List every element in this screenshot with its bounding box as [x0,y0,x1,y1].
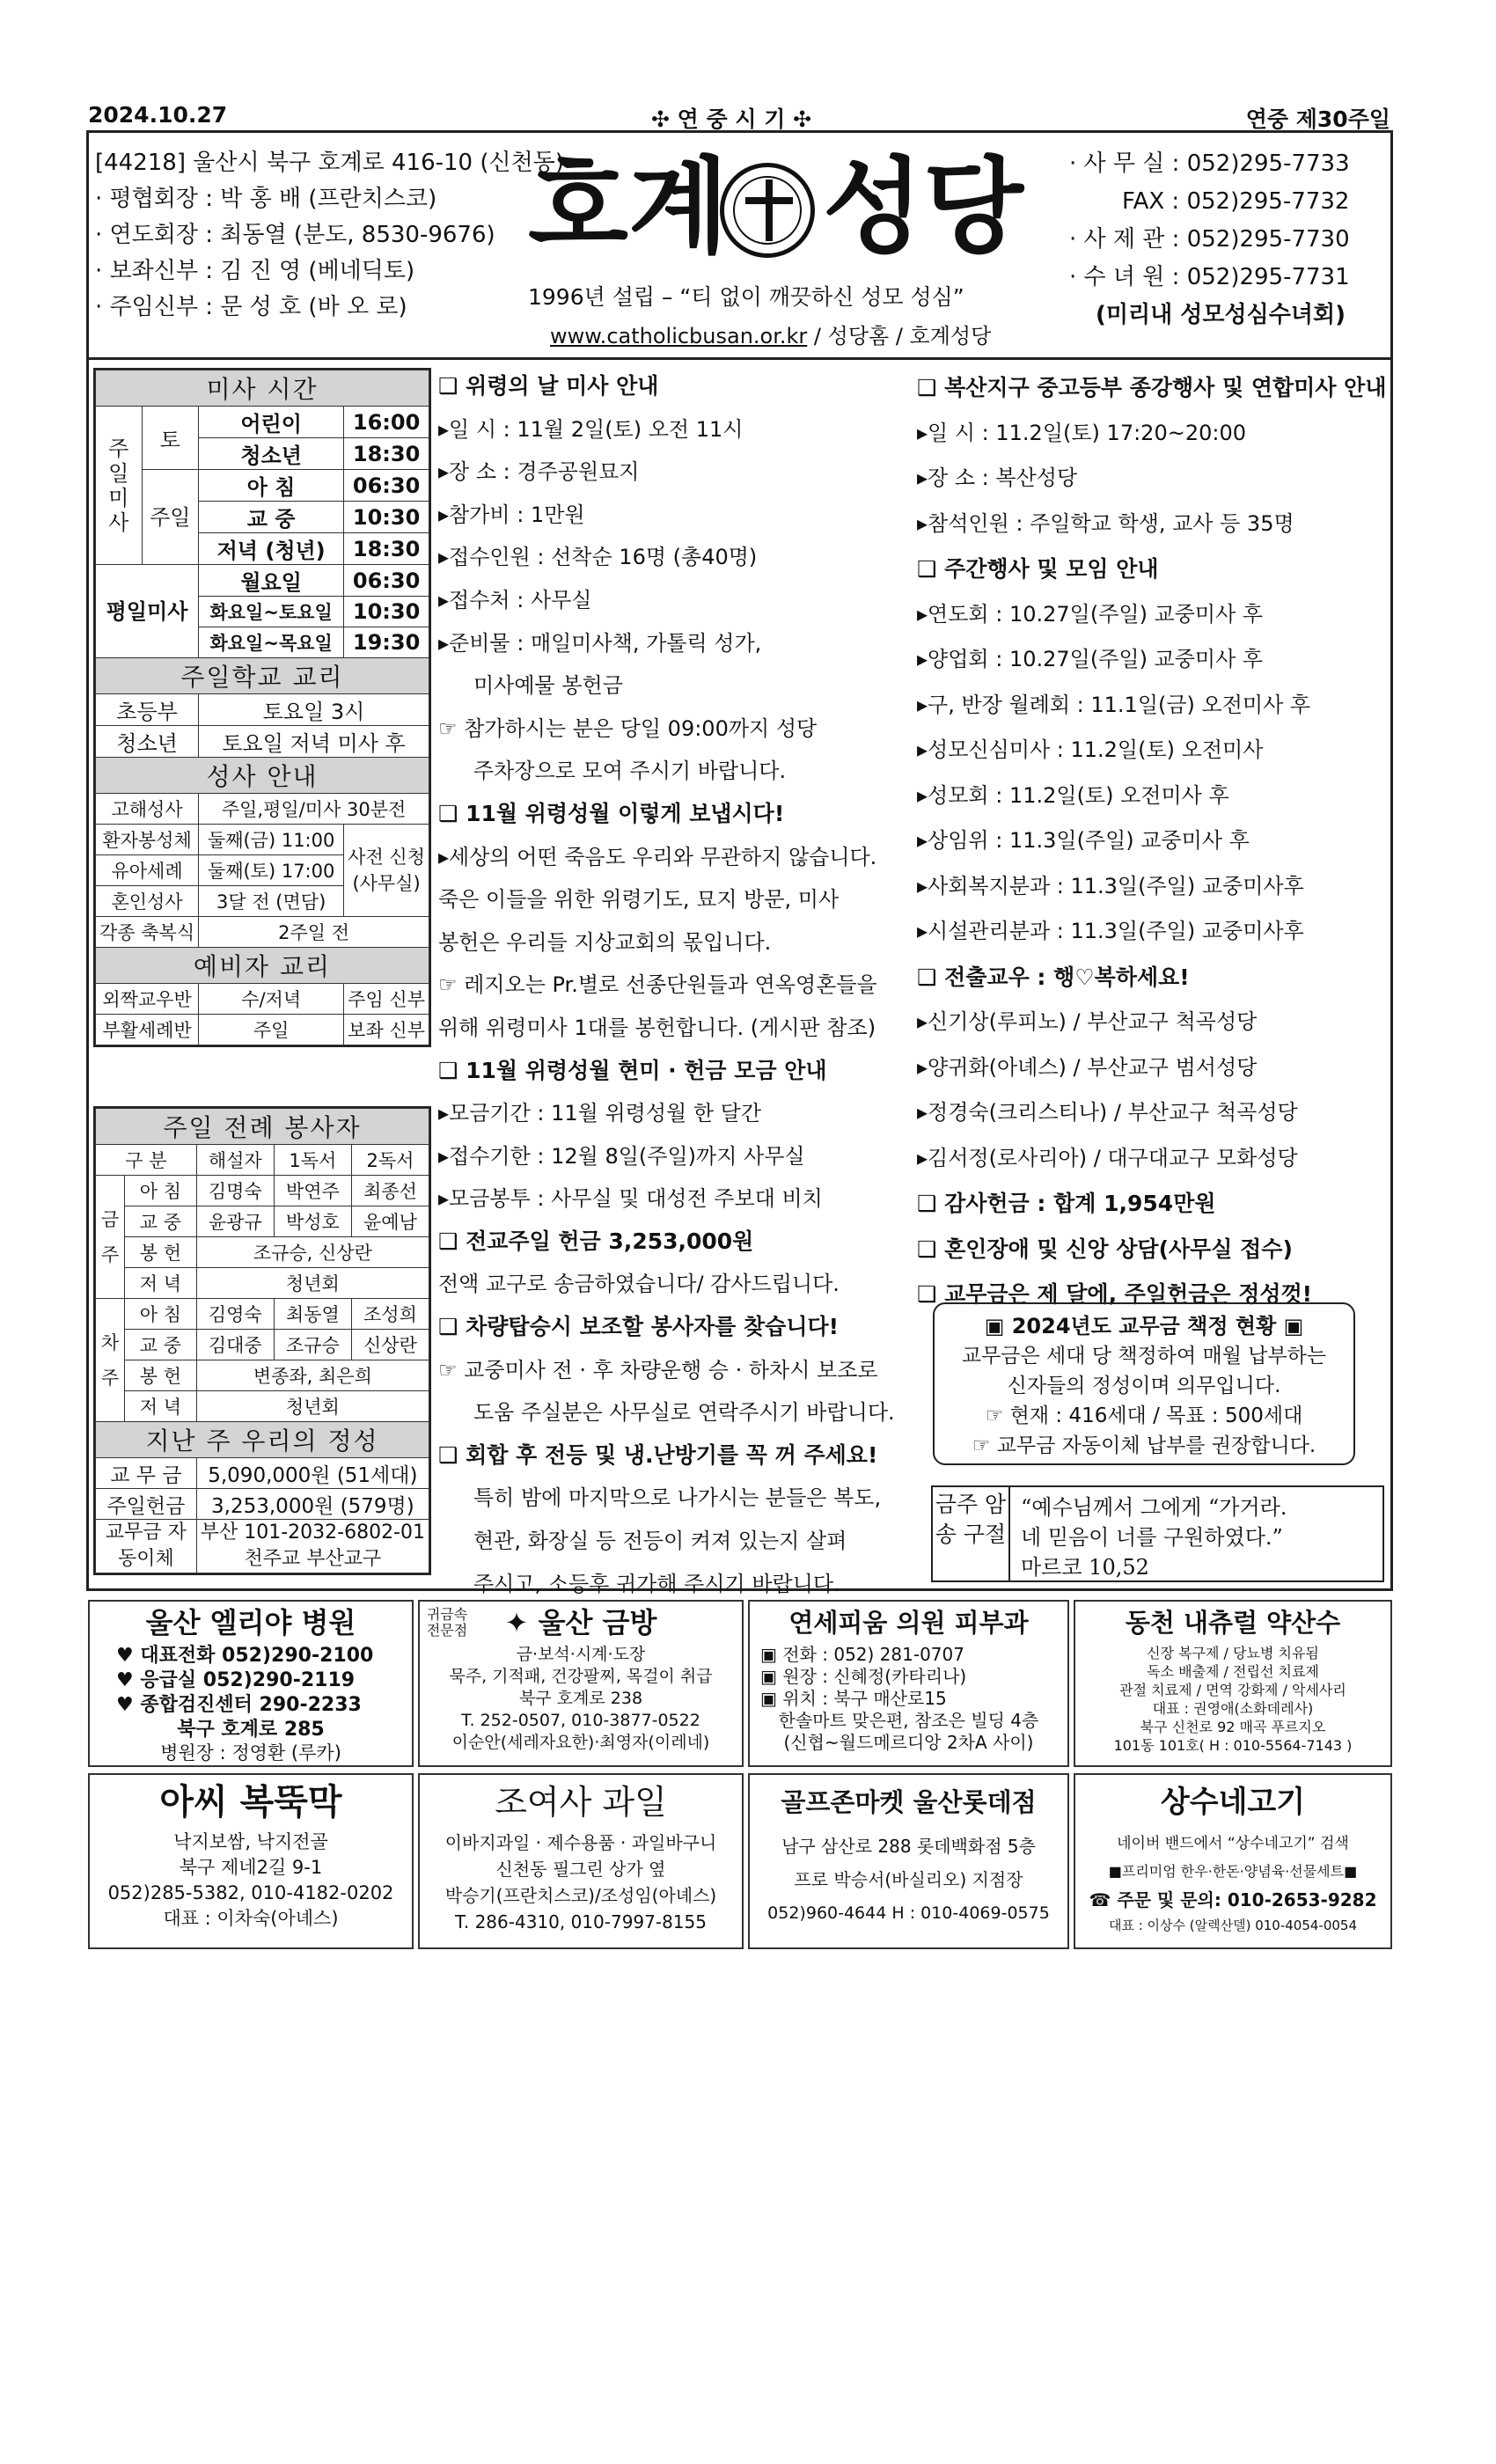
middle-line: 봉헌은 우리들 지상교회의 몫입니다. [438,929,772,955]
ad-line: 병원장 : 정영환 (루카) [160,1742,341,1764]
ad-dermatology [748,1600,1069,1767]
ad-line: 대표 : 이차숙(아녜스) [163,1908,339,1929]
right-heading: ❑ 혼인장애 및 신앙 상담(사무실 접수) [917,1236,1293,1262]
ad-line: ■프리미엄 한우·한돈·양념육·선물세트■ [1108,1863,1358,1880]
ad-restaurant [88,1773,414,1949]
week: 연중 제30주일 [1245,106,1390,132]
right-heading: ❑ 감사헌금 : 합계 1,954만원 [917,1191,1216,1216]
sacrament-row-value: 3달 전 (면담) [199,886,344,917]
founding-subtitle: 1996년 설립 – “티 없이 깨끗하신 성모 성심” [528,284,964,310]
liturgy-row-key: 교 중 [125,1206,197,1237]
header-divider [89,357,1390,360]
school-row-value: 토요일 저녁 미사 후 [199,726,429,758]
season: ✣ 연 중 시 기 ✣ [651,106,812,132]
ad-line: 대표 : 이상수 (알렉산델) 010-4054-0054 [1108,1918,1358,1933]
blessing-key: 각종 축복식 [96,917,199,948]
mass-row-name: 어린이 [199,407,344,438]
liturgy-cell: 김영숙 [196,1299,274,1330]
ad-line: T. 286-4310, 010-7997-8155 [455,1911,707,1932]
header-info-left [95,145,564,326]
mass-title: 미사 시간 [96,370,429,407]
ad-line: ▣ 전화 : 052) 281-0707 [760,1644,964,1665]
middle-line: ▸준비물 : 매일미사책, 가톨릭 성가, [438,630,762,656]
verse-box [931,1485,1384,1582]
ad-line: 프로 박승서(바실리오) 지점장 [794,1869,1023,1890]
ad-line: ♥ 종합검진센터 290-2233 [116,1694,362,1716]
this-week-label: 금주 [96,1176,125,1299]
middle-heading: ❑ 전교주일 헌금 3,253,000원 [438,1228,754,1254]
middle-line: 전액 교구로 송금하였습니다/ 감사드립니다. [438,1272,840,1297]
ad-line: 이순안(세레자요한)·최영자(이레네) [451,1733,710,1752]
liturgy-cell: 조규승 [274,1330,351,1360]
liturgy-head: 해설자 [196,1145,274,1176]
advance-request: 사전 신청 (사무실) [344,825,429,917]
middle-line: 미사예물 봉헌금 [473,673,623,699]
middle-line: 죽은 이들을 위한 위령기도, 묘지 방문, 미사 [438,887,840,913]
parish-title [519,145,1065,268]
mass-row-time: 18:30 [344,438,429,470]
catechumen-teacher: 보좌 신부 [344,1015,429,1045]
weekday-row-time: 19:30 [344,627,429,658]
ad-line: 남구 삼산로 288 롯데백화점 5층 [781,1836,1036,1857]
offering-value: 3,253,000원 (579명) [196,1489,429,1520]
middle-line: ▸접수기한 : 12월 8일(주일)까지 사무실 [438,1143,805,1169]
ad-name: 울산 엘리야 병원 [145,1606,356,1639]
ad-name: 아씨 복뚝막 [159,1782,342,1822]
ad-name: 상수네고기 [1160,1785,1306,1820]
website [550,319,991,349]
verse-line: “예수님께서 그에게 “가거라. [1021,1495,1287,1520]
right-line: ▸양귀화(아녜스) / 부산교구 범서성당 [917,1054,1258,1080]
account-holder: 천주교 부산교구 [244,1548,382,1570]
parish-logo-icon [720,163,815,258]
weekday-mass-label: 평일미사 [96,565,199,658]
liturgy-cell: 최동열 [274,1299,351,1330]
right-line: ▸성모회 : 11.2일(토) 오전미사 후 [917,782,1229,808]
liturgy-span: 변종좌, 최은희 [196,1360,429,1391]
offering-title: 지난 주 우리의 정성 [96,1422,429,1458]
liturgy-span: 청년회 [196,1391,429,1422]
sunday-label: 주일 [142,470,199,565]
convent-phone: · 수 녀 원 : 052)295-7731 [1069,264,1350,290]
ad-line: 이바지과일 · 제수용품 · 과일바구니 [444,1832,717,1853]
liturgy-cell: 윤예남 [351,1206,429,1237]
ad-line: 052)285-5382, 010-4182-0202 [107,1882,394,1903]
right-line: ▸상임위 : 11.3일(주일) 교중미사 후 [917,828,1250,853]
middle-column [438,365,909,1605]
ad-name: 연세피움 의원 피부과 [788,1608,1029,1638]
auto-transfer-key: 교무금 자동이체 [96,1520,197,1573]
liturgy-row-key: 교 중 [125,1330,197,1360]
ad-meat [1074,1773,1392,1949]
ad-mineral-water [1074,1600,1392,1767]
fax: FAX : 052)295-7732 [1122,188,1350,215]
ad-line: 대표 : 권영애(소화데레사) [1152,1700,1314,1717]
catechumen-teacher: 주임 신부 [344,984,429,1015]
ad-line: 052)960-4644 H : 010-4069-0575 [767,1903,1050,1923]
liturgy-cell: 김대중 [196,1330,274,1360]
middle-line: 주차장으로 모여 주시기 바랍니다. [473,759,787,784]
middle-heading: ❑ 위령의 날 미사 안내 [438,373,659,399]
dues-notice-box [933,1302,1355,1465]
liturgy-cell: 박연주 [274,1176,351,1206]
middle-line: ▸일 시 : 11월 2일(토) 오전 11시 [438,416,744,442]
right-line: ▸사회복지분과 : 11.3일(주일) 교중미사후 [917,873,1304,898]
mass-row-time: 18:30 [344,533,429,565]
middle-line: ▸접수인원 : 선착순 16명 (총40명) [438,545,758,570]
catechumen-title: 예비자 교리 [96,948,429,984]
ad-line: 한솔마트 맞은편, 참조은 빌딩 4층 [778,1710,1039,1731]
ad-line: ♥ 대표전화 052)290-2100 [116,1645,374,1667]
ad-line: 북구 제네2길 9-1 [179,1857,323,1878]
liturgy-head: 2독서 [351,1145,429,1176]
middle-heading: ❑ 11월 위령성월 현미 · 헌금 모금 안내 [438,1057,827,1083]
catechumen-class: 외짝교우반 [96,984,199,1015]
ad-line: 관절 치료제 / 면역 강화제 / 악세사리 [1119,1682,1346,1698]
sacrament-row-key: 환자봉성체 [96,825,199,855]
right-line: ▸양업회 : 10.27일(주일) 교중미사 후 [917,647,1264,671]
liturgy-row-key: 저 녁 [125,1268,197,1299]
middle-heading: ❑ 11월 위령성월 이렇게 보냅시다! [438,800,785,826]
ad-name: 골프존마켓 울산롯데점 [781,1787,1037,1817]
sacrament-row-key: 혼인성사 [96,886,199,917]
ad-golf [748,1773,1069,1949]
right-line: ▸정경숙(크리스티나) / 부산교구 척곡성당 [917,1100,1298,1125]
right-heading: ❑ 주간행사 및 모임 안내 [917,556,1159,582]
pastor: · 주임신부 : 문 성 호 (바 오 로) [95,294,407,320]
ad-line: 금·보석·시계·도장 [516,1645,646,1664]
sacrament-title: 성사 안내 [96,758,429,794]
liturgy-table [93,1106,431,1575]
ad-line: ▣ 위치 : 북구 매산로15 [760,1688,947,1709]
liturgy-head: 1독서 [274,1145,351,1176]
right-line: ▸김서정(로사리아) / 대구대교구 모화성당 [917,1145,1298,1170]
middle-line: ▸모금기간 : 11월 위령성월 한 달간 [438,1101,762,1126]
ad-line: 북구 호계로 285 [177,1719,325,1741]
date: 2024.10.27 [88,102,228,128]
verse-reference: 마르코 10,52 [1021,1555,1149,1580]
ad-line: 박승기(프란치스코)/조성임(아녜스) [444,1885,717,1906]
liturgy-cell: 박성호 [274,1206,351,1237]
mass-row-time: 16:00 [344,407,429,438]
offering-value: 5,090,000원 (51세대) [196,1458,429,1489]
weekday-row-name: 화요일~토요일 [199,597,344,627]
liturgy-row-key: 아 침 [125,1299,197,1330]
mass-row-name: 청소년 [199,438,344,470]
dues-notice-line: ☞ 교무금 자동이체 납부를 권장합니다. [972,1434,1316,1457]
right-line: ▸성모신심미사 : 11.2일(토) 오전미사 [917,737,1264,762]
middle-line: ▸접수처 : 사무실 [438,587,592,612]
middle-line: ☞ 레지오는 Pr.별로 선종단원들과 연옥영혼들을 [438,972,877,998]
ad-name: 조여사 과일 [495,1783,667,1822]
office-phone: · 사 무 실 : 052)295-7733 [1069,150,1350,177]
right-column [917,365,1388,1317]
school-title: 주일학교 교리 [96,658,429,694]
offering-key: 교 무 금 [96,1458,197,1489]
mass-row-time: 10:30 [344,502,429,533]
middle-heading: ❑ 차량탑승시 보조할 봉사자를 찾습니다! [438,1314,840,1340]
dues-notice-line: 교무금은 세대 당 책정하여 매월 납부하는 [961,1345,1327,1368]
mass-row-name: 저녁 (청년) [199,533,344,565]
ad-line: 북구 신천로 92 매곡 푸르지오 [1140,1719,1326,1735]
dues-notice-line: 신자들의 정성이며 의무입니다. [1007,1375,1281,1397]
right-line: ▸신기상(루피노) / 부산교구 척곡성당 [917,1009,1258,1034]
title-part-1: 호계 [528,145,729,268]
sacrament-row-value: 둘째(토) 17:00 [199,855,344,886]
mass-row-time: 06:30 [344,470,429,502]
website-link[interactable]: www.catholicbusan.or.kr [550,324,808,348]
ad-name: ✦ 울산 금방 [504,1606,657,1639]
dues-notice-line: ☞ 현재 : 416세대 / 목표 : 500세대 [985,1404,1303,1427]
liturgy-span: 청년회 [196,1268,429,1299]
middle-line: ▸장 소 : 경주공원묘지 [438,459,640,485]
ad-hospital [88,1600,414,1767]
saturday-label: 토 [142,407,199,470]
offering-key: 주일헌금 [96,1489,197,1520]
liturgy-row-key: 봉 헌 [125,1237,197,1268]
ad-jewelry [418,1600,744,1767]
middle-line: ▸세상의 어떤 죽음도 우리와 무관하지 않습니다. [438,844,877,869]
middle-heading: ❑ 회합 후 전등 및 냉.난방기를 꼭 꺼 주세요! [438,1441,878,1468]
right-line: ▸참석인원 : 주일학교 학생, 교사 등 35명 [917,510,1294,536]
mass-row-name: 아 침 [199,470,344,502]
next-week-label: 차주 [96,1299,125,1422]
weekday-row-time: 10:30 [344,597,429,627]
sunday-mass-label: 주일미사 [96,407,143,565]
right-heading: ❑ 교무금은 제 달에, 주일헌금은 정성껏! [917,1281,1313,1307]
account-number: 부산 101-2032-6802-01 [200,1522,425,1544]
liturgy-span: 조규승, 신상란 [196,1237,429,1268]
ad-name: 동천 내츄럴 약산수 [1125,1608,1341,1638]
title-part-2: 성당 [823,145,1023,268]
sacrament-row-key: 유아세례 [96,855,199,886]
ad-line: 북구 호계로 238 [518,1689,643,1708]
ad-line: 네이버 밴드에서 “상수네고기” 검색 [1117,1835,1349,1852]
council-president: · 평협회장 : 박 홍 배 (프란치스코) [95,186,437,212]
sacrament-row-value: 둘째(금) 11:00 [199,825,344,855]
right-line: ▸일 시 : 11.2일(토) 17:20~20:00 [917,420,1246,445]
confession-key: 고해성사 [96,794,199,825]
ad-line: 신장 복구제 / 당뇨병 치유됨 [1147,1645,1319,1661]
mass-row-name: 교 중 [199,502,344,533]
liturgy-cell: 윤광규 [196,1206,274,1237]
right-line: ▸구, 반장 월례회 : 11.1일(금) 오전미사 후 [917,692,1311,717]
middle-line: 위해 위령미사 1대를 봉헌합니다. (게시판 참조) [438,1015,876,1040]
ad-line: 독소 배출제 / 전립선 치료제 [1147,1663,1319,1680]
weekday-row-name: 월요일 [199,565,344,597]
schedule-table [93,368,431,1047]
verse-label: 금주 암송 구절 [933,1487,1010,1580]
middle-line: ☞ 교중미사 전 · 후 차량운행 승 · 하차시 보조로 [438,1357,878,1382]
assistant-priest: · 보좌신부 : 김 진 영 (베네딕토) [95,258,415,284]
school-row-key: 청소년 [96,726,199,758]
ad-line: 묵주, 기적패, 건강팔찌, 목걸이 취급 [449,1667,713,1686]
right-heading: ❑ 전출교우 : 행♡복하세요! [917,964,1190,990]
liturgy-row-key: 아 침 [125,1176,197,1206]
middle-line: ☞ 참가하시는 분은 당일 09:00까지 성당 [438,715,818,741]
catechumen-time: 주일 [199,1015,344,1045]
liturgy-head: 구 분 [96,1145,197,1176]
address: [44218] 울산시 북구 호계로 416-10 (신천동) [95,150,564,176]
ad-line: ☎ 주문 및 문의: 010-2653-9282 [1089,1889,1377,1910]
verse-line: 네 믿음이 너를 구원하였다.” [1021,1525,1283,1550]
convent-note: (미리내 성모성심수녀회) [1096,302,1346,328]
header-contacts [1069,145,1350,334]
liturgy-row-key: 봉 헌 [125,1360,197,1391]
ad-line: 낙지보쌈, 낙지전골 [173,1831,328,1852]
catechumen-class: 부활세례반 [96,1015,199,1045]
right-line: ▸연도회 : 10.27일(주일) 교중미사 후 [917,601,1264,627]
ad-fruit [418,1773,744,1949]
right-line: ▸장 소 : 복산성당 [917,466,1078,490]
confession-value: 주일,평일/미사 30분전 [199,794,429,825]
liturgy-cell: 조성희 [351,1299,429,1330]
blessing-value: 2주일 전 [199,917,429,948]
ad-line: 101동 101호( H : 010-5564-7143 ) [1113,1737,1353,1754]
middle-line: 특히 밤에 마지막으로 나가시는 분들은 복도, [473,1485,882,1511]
ad-line: (신협~월드메르디앙 2차A 사이) [783,1732,1034,1753]
middle-line: 도움 주실분은 사무실로 연락주시기 바랍니다. [473,1400,895,1426]
right-heading: ❑ 복산지구 중고등부 종강행사 및 연합미사 안내 [917,375,1387,400]
website-path: / 성당홈 / 호계성당 [807,324,992,348]
rectory-phone: · 사 제 관 : 052)295-7730 [1069,226,1350,253]
liturgy-cell: 최종선 [351,1176,429,1206]
liturgy-title: 주일 전례 봉사자 [96,1109,429,1145]
catechumen-time: 수/저녁 [199,984,344,1015]
middle-line: ▸참가비 : 1만원 [438,502,585,527]
yeondo-president: · 연도회장 : 최동열 (분도, 8530-9676) [95,222,495,248]
weekday-row-time: 06:30 [344,565,429,597]
liturgy-cell: 김명숙 [196,1176,274,1206]
right-line: ▸시설관리분과 : 11.3일(주일) 교중미사후 [917,919,1304,943]
liturgy-row-key: 저 녁 [125,1391,197,1422]
middle-line: 주시고, 소등후 귀가해 주시기 바랍니다. [473,1571,840,1596]
liturgy-cell: 신상란 [351,1330,429,1360]
ad-line: 신천동 필그린 상가 옆 [495,1859,666,1880]
ad-line: ▣ 원장 : 신혜정(카타리나) [760,1666,967,1687]
middle-line: ▸모금봉투 : 사무실 및 대성전 주보대 비치 [438,1186,823,1212]
ad-line: T. 252-0507, 010-3877-0522 [461,1711,700,1730]
ad-line: ♥ 응급실 052)290-2119 [116,1669,356,1691]
top-bar [88,97,1390,134]
ad-prefix: 귀금속 전문점 [426,1606,468,1639]
middle-line: 현관, 화장실 등 전등이 켜져 있는지 살펴 [473,1529,847,1554]
dues-notice-title: ▣ 2024년도 교무금 책정 현황 ▣ [984,1314,1304,1338]
school-row-value: 토요일 3시 [199,694,429,726]
weekday-row-name: 화요일~목요일 [199,627,344,658]
school-row-key: 초등부 [96,694,199,726]
